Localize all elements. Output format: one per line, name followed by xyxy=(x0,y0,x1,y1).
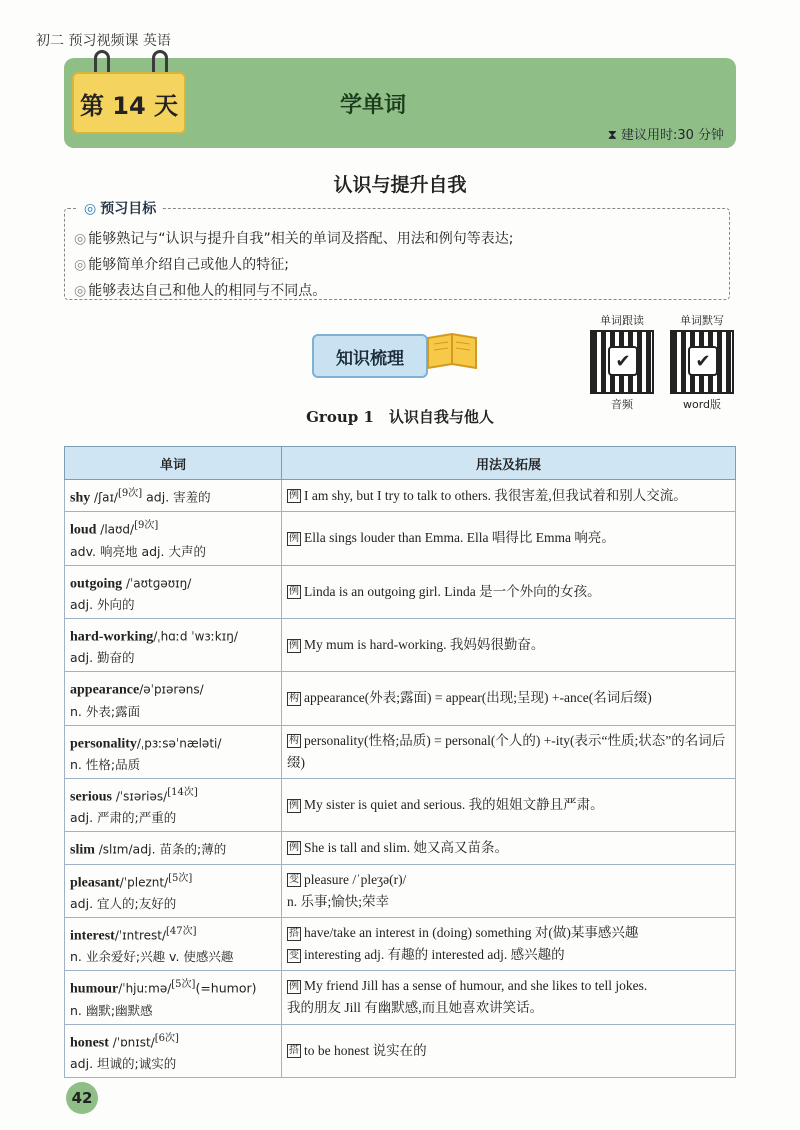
usage-cell xyxy=(282,971,736,1024)
usage-text: to be honest 说实在的 xyxy=(304,1042,427,1058)
usage-cell xyxy=(282,917,736,970)
time-suggestion: ⧗ 建议用时:30 分钟 xyxy=(607,128,724,143)
tag-label: 搭 xyxy=(289,1045,299,1057)
book-header: 初二 预习视频课 英语 xyxy=(36,33,171,49)
usage-text: personality(性格;品质) = personal(个人的) +-ity(表示“性质;状态”的名词后缀) xyxy=(287,732,726,770)
goals-label: ◎ 预习目标 xyxy=(78,198,162,218)
qr-top-label: 单词默写 xyxy=(680,314,724,327)
word: loud xyxy=(70,522,97,538)
word-cell xyxy=(65,480,282,512)
table-row xyxy=(65,917,736,970)
page-title: 学单词 xyxy=(340,93,407,118)
phonetic: /ˈɪntrest/ xyxy=(114,928,167,943)
meaning-line: adj. 坦诚的;诚实的 xyxy=(70,1055,177,1071)
word: appearance xyxy=(70,682,140,698)
phonetic: /ˌhɑːd ˈwɜːkɪŋ/ xyxy=(153,629,238,644)
phonetic: /ˈɒnɪst/ xyxy=(108,1034,155,1049)
phonetic: /laʊd/ xyxy=(96,522,135,537)
word-cell xyxy=(65,725,282,778)
phonetic: /ʃaɪ/ xyxy=(90,490,118,505)
meaning-line: adj. 严肃的;严重的 xyxy=(70,810,177,826)
qr-dictation[interactable] xyxy=(670,312,734,412)
tag-label: 例 xyxy=(289,586,299,598)
meaning-line: adj. 外向的 xyxy=(70,596,135,612)
qr-follow-read[interactable] xyxy=(590,312,654,412)
target-icon: ◎ xyxy=(84,201,97,217)
meaning: adj. 害羞的 xyxy=(142,489,211,505)
usage-cell xyxy=(282,725,736,778)
table-row xyxy=(65,832,736,864)
word-cell xyxy=(65,565,282,618)
section-heading: 知识梳理 xyxy=(312,334,428,378)
vocab-table xyxy=(64,446,736,1078)
tag-label: 例 xyxy=(289,980,299,992)
usage-text: appearance(外表;露面) = appear(出现;呈现) +-ance(名词后缀) xyxy=(304,690,652,706)
phonetic: /slɪm/ xyxy=(94,842,133,857)
word: honest xyxy=(70,1034,109,1050)
meaning-line: n. 幽默;幽默感 xyxy=(70,1002,153,1018)
word: interest xyxy=(70,928,115,944)
table-row xyxy=(65,565,736,618)
word-cell xyxy=(65,512,282,565)
tag-label: 例 xyxy=(289,799,299,811)
table-row xyxy=(65,725,736,778)
word-cell xyxy=(65,618,282,671)
meaning-line: adv. 响亮地 adj. 大声的 xyxy=(70,543,206,559)
usage-cell xyxy=(282,778,736,831)
usage-text: I am shy, but I try to talk to others. 我很害羞,但我试着和别人交流。 xyxy=(304,487,687,503)
word: humour xyxy=(70,981,119,997)
tag-label: 构 xyxy=(289,692,299,704)
book-icon xyxy=(424,328,480,374)
usage-cell xyxy=(282,565,736,618)
usage-text: interesting adj. 有趣的 interested adj. 感兴趣的 xyxy=(304,947,565,963)
table-row xyxy=(65,480,736,512)
usage-cell xyxy=(282,864,736,917)
word-cell xyxy=(65,971,282,1024)
qr-bottom-label: word版 xyxy=(682,398,722,411)
word-cell xyxy=(65,832,282,864)
usage-text: My friend Jill has a sense of humour, and she likes to tell jokes. xyxy=(304,978,648,994)
word: slim xyxy=(70,842,95,858)
table-row xyxy=(65,672,736,725)
phonetic: /ˈhjuːmə/ xyxy=(118,981,172,996)
word-cell xyxy=(65,672,282,725)
meaning-line: n. 性格;品质 xyxy=(70,756,141,772)
tag-label: 变 xyxy=(289,949,299,961)
tag-label: 例 xyxy=(289,842,299,854)
goal-item: ◎ 能够表达自己和他人的相同与不同点。 xyxy=(74,283,327,299)
meaning-line: adj. 宜人的;友好的 xyxy=(70,895,177,911)
table-row xyxy=(65,1024,736,1077)
goal-item: ◎ 能够简单介绍自己或他人的特征; xyxy=(74,257,289,273)
word: personality xyxy=(70,735,137,751)
topic-title: 认识与提升自我 xyxy=(333,174,467,196)
table-row xyxy=(65,618,736,671)
word: pleasant xyxy=(70,874,120,890)
qr-top-label: 单词跟读 xyxy=(600,314,644,327)
word-cell xyxy=(65,864,282,917)
usage-cell xyxy=(282,832,736,864)
qr-code-icon[interactable]: ✔ xyxy=(670,330,734,394)
word: outgoing xyxy=(70,575,123,591)
usage-text: have/take an interest in (doing) something 对(做)某事感兴趣 xyxy=(304,925,639,941)
phonetic: /ˈpleznt/ xyxy=(119,874,169,889)
tag-label: 搭 xyxy=(289,927,299,939)
frequency: [5次] xyxy=(171,979,196,991)
phonetic: /ˌpɜːsəˈnæləti/ xyxy=(136,735,222,750)
group-title: Group 1 认识自我与他人 xyxy=(306,408,494,426)
usage-text: She is tall and slim. 她又高又苗条。 xyxy=(304,839,508,855)
qr-code-icon[interactable]: ✔ xyxy=(590,330,654,394)
word-cell xyxy=(65,778,282,831)
frequency: [9次] xyxy=(117,488,143,499)
meaning-line: n. 外表;露面 xyxy=(70,703,141,719)
table-row xyxy=(65,778,736,831)
day-label: 第 14 天 xyxy=(72,72,186,134)
table-row xyxy=(65,971,736,1024)
usage-cell xyxy=(282,512,736,565)
usage-text: My mum is hard-working. 我妈妈很勤奋。 xyxy=(304,637,545,653)
qr-bottom-label: 音频 xyxy=(611,398,633,411)
meaning: adj. 苗条的;薄的 xyxy=(132,841,227,857)
usage-cell xyxy=(282,480,736,512)
phonetic: /ˈsɪəriəs/ xyxy=(112,789,168,804)
page-number: 42 xyxy=(66,1082,98,1114)
frequency: [5次] xyxy=(168,872,193,884)
goal-item: ◎ 能够熟记与“认识与提升自我”相关的单词及搭配、用法和例句等表达; xyxy=(74,231,514,247)
frequency: [6次] xyxy=(154,1032,179,1044)
meaning-line: adj. 勤奋的 xyxy=(70,650,135,666)
frequency: [47次] xyxy=(166,925,197,937)
phonetic: /ˈaʊtɡəʊɪŋ/ xyxy=(122,575,192,590)
phonetic: /əˈpɪərəns/ xyxy=(139,682,204,697)
meaning: (=humor) xyxy=(195,980,257,996)
word-cell xyxy=(65,1024,282,1077)
tag-label: 例 xyxy=(289,490,299,502)
word-cell xyxy=(65,917,282,970)
word: shy xyxy=(70,490,91,506)
usage-text: n. 乐事;愉快;荣幸 xyxy=(287,893,390,909)
usage-text: Ella sings louder than Emma. Ella 唱得比 Emma 响亮。 xyxy=(304,530,615,546)
usage-text: pleasure /ˈpleʒə(r)/ xyxy=(304,871,407,887)
usage-cell xyxy=(282,672,736,725)
usage-text: 我的朋友 Jill 有幽默感,而且她喜欢讲笑话。 xyxy=(287,1000,544,1016)
usage-cell xyxy=(282,618,736,671)
column-header: 单词 xyxy=(65,447,282,480)
tag-label: 构 xyxy=(289,735,299,747)
usage-cell xyxy=(282,1024,736,1077)
tag-label: 例 xyxy=(289,532,299,544)
usage-text: Linda is an outgoing girl. Linda 是一个外向的女孩。 xyxy=(304,583,601,599)
meaning-line: n. 业余爱好;兴趣 v. 使感兴趣 xyxy=(70,949,234,965)
usage-text: My sister is quiet and serious. 我的姐姐文静且严肃。 xyxy=(304,797,604,813)
table-row xyxy=(65,512,736,565)
word: hard-working xyxy=(70,629,154,645)
hourglass-icon: ⧗ xyxy=(607,128,617,143)
table-row xyxy=(65,864,736,917)
frequency: [14次] xyxy=(167,786,198,798)
column-header: 用法及拓展 xyxy=(282,447,736,480)
tag-label: 变 xyxy=(289,874,299,886)
tag-label: 例 xyxy=(289,639,299,651)
frequency: [9次] xyxy=(134,520,159,532)
word: serious xyxy=(70,789,112,805)
